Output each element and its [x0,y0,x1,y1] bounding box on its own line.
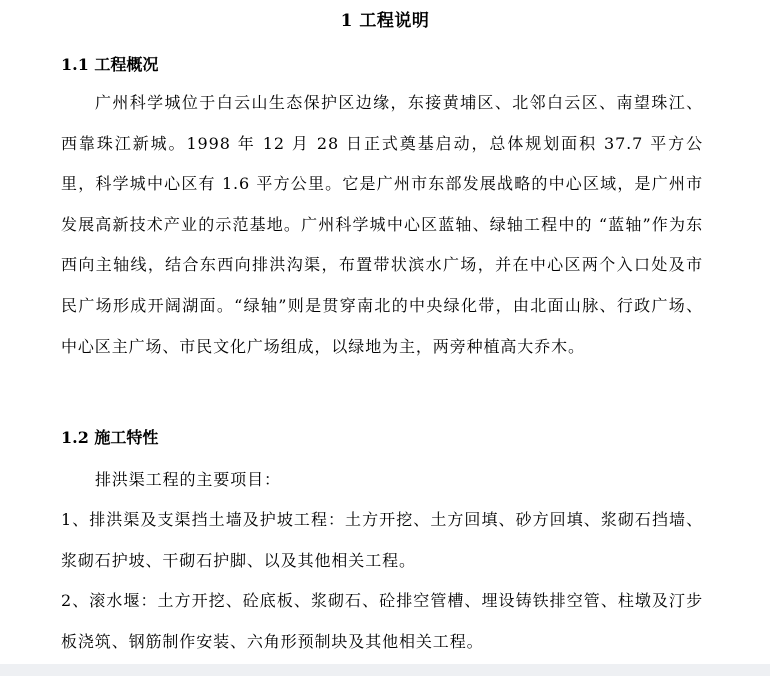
list-item: 1、排洪渠及支渠挡土墙及护坡工程：土方开挖、土方回填、砂方回填、浆砌石挡墙、浆砌石护坡、干砌石护脚、以及其他相关工程。 [61,510,703,570]
section-heading-construction-features: 1.2 施工特性 [61,428,159,447]
overview-paragraph: 广州科学城位于白云山生态保护区边缘，东接黄埔区、北邻白云区、南望珠江、西靠珠江新城。1998 年 12 月 28 日正式奠基启动，总体规划面积 37.7 平方公里，科学城中心区有 1.6 平方公里。它是广州市东部发展战略的中心区域，是广州市发展高新技术产业的示范基地。广州科学城中心区蓝轴、绿轴工程中的 “蓝轴”作为东西向主轴线，结合东西向排洪沟渠，布置带状滨水广场，并在中心区两个入口处及市民广场形成开阔湖面。“绿轴”则是贯穿南北的中央绿化带，由北面山脉、行政广场、中心区主广场、市民文化广场组成，以绿地为主，两旁种植高大乔木。 [61,93,703,356]
document-title: 1 工程说明 [340,11,430,31]
viewer-bottom-edge [0,664,770,676]
section-heading-overview: 1.1 工程概况 [61,55,159,74]
list-item: 2、滚水堰：土方开挖、砼底板、浆砌石、砼排空管槽、埋设铸铁排空管、柱墩及汀步板浇筑、钢筋制作安装、六角形预制块及其他相关工程。 [61,591,703,651]
features-intro-paragraph: 排洪渠工程的主要项目： [95,470,281,489]
